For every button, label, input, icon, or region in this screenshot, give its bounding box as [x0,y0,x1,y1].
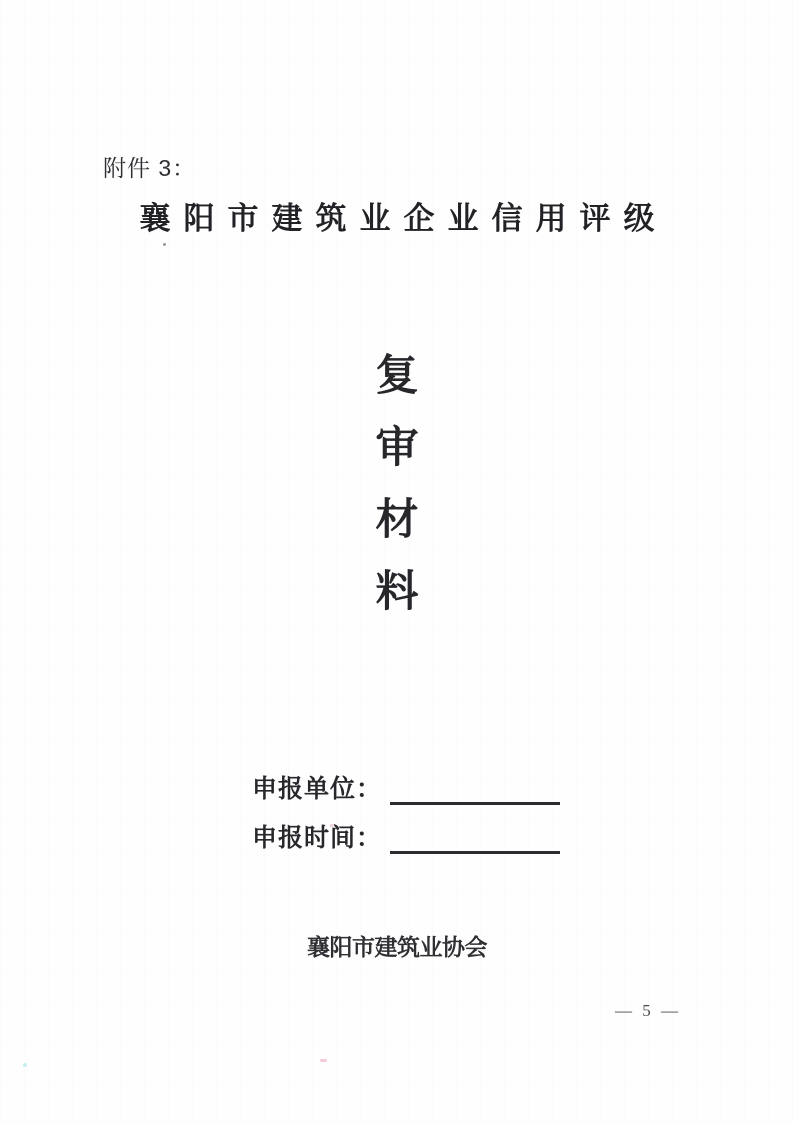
applicant-unit-row [252,773,560,805]
subtitle-char-1: 复 [375,353,419,400]
page-number: — 5 — [615,1001,681,1020]
applicant-unit-blank [390,774,560,805]
application-time-blank [390,823,560,854]
organization-name: 襄阳市建筑业协会 [307,935,487,960]
application-time-row [252,822,560,854]
subtitle-char-4: 料 [375,569,419,616]
scan-speck [23,1063,27,1067]
application-form [252,773,560,871]
document-title: 襄阳市建筑业企业信用评级 [139,201,668,236]
scan-speck [320,1059,327,1062]
scan-speck [163,243,166,246]
subtitle-char-3: 材 [375,497,419,544]
attachment-label: 附件 3： [103,155,197,181]
scan-speck [330,824,333,827]
application-time-label: 申报时间： [252,825,383,852]
document-subtitle [0,341,794,629]
applicant-unit-label: 申报单位： [252,776,383,803]
subtitle-char-2: 审 [375,425,419,472]
